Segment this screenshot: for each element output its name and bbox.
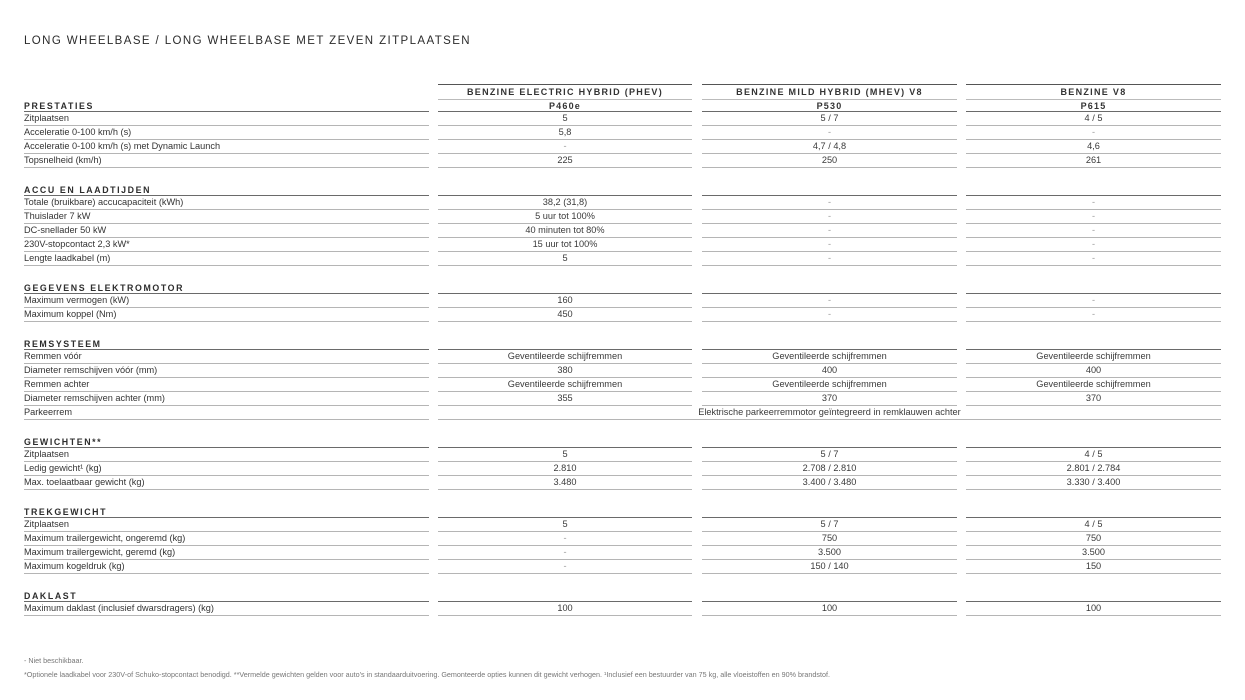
row-label: Zitplaatsen <box>24 112 429 126</box>
row-value: - <box>966 210 1221 224</box>
row-label: Thuislader 7 kW <box>24 210 429 224</box>
row-value: - <box>702 252 957 266</box>
row-label: Lengte laadkabel (m) <box>24 252 429 266</box>
row-value: 400 <box>966 364 1221 378</box>
row-value: 5 / 7 <box>702 448 957 462</box>
section-gap <box>0 490 1245 504</box>
table-row <box>0 560 1245 574</box>
page-title: LONG WHEELBASE / LONG WHEELBASE MET ZEVEN ZITPLAATSEN <box>24 35 471 47</box>
row-value: Geventileerde schijfremmen <box>702 350 957 364</box>
row-value: - <box>966 294 1221 308</box>
row-value: Geventileerde schijfremmen <box>438 378 692 392</box>
row-label: Totale (bruikbare) accucapaciteit (kWh) <box>24 196 429 210</box>
spec-section <box>0 490 1245 574</box>
section-title: REMSYSTEEM <box>24 339 102 349</box>
row-value: - <box>702 294 957 308</box>
table-row <box>0 392 1245 406</box>
footnote: - Niet beschikbaar. <box>24 656 84 665</box>
row-label: 230V-stopcontact 2,3 kW* <box>24 238 429 252</box>
row-value: - <box>702 196 957 210</box>
row-label: Maximum trailergewicht, ongeremd (kg) <box>24 532 429 546</box>
table-row <box>0 294 1245 308</box>
row-value: 38,2 (31,8) <box>438 196 692 210</box>
row-value: 3.400 / 3.480 <box>702 476 957 490</box>
section-title: DAKLAST <box>24 591 78 601</box>
table-row <box>0 126 1245 140</box>
section-gap <box>0 574 1245 588</box>
row-value: 370 <box>702 392 957 406</box>
row-label: DC-snellader 50 kW <box>24 224 429 238</box>
row-value: - <box>438 532 692 546</box>
table-row <box>0 196 1245 210</box>
row-value: 2.801 / 2.784 <box>966 462 1221 476</box>
table-row <box>0 546 1245 560</box>
section-header <box>0 336 1245 350</box>
row-value: 150 <box>966 560 1221 574</box>
section-header <box>0 98 1245 112</box>
spec-section <box>0 574 1245 616</box>
row-value: 3.500 <box>966 546 1221 560</box>
table-row <box>0 140 1245 154</box>
table-row <box>0 224 1245 238</box>
row-value: 5 <box>438 252 692 266</box>
row-value: 160 <box>438 294 692 308</box>
row-label: Maximum vermogen (kW) <box>24 294 429 308</box>
section-header <box>0 504 1245 518</box>
model-name: P530 <box>816 101 843 111</box>
table-row <box>0 378 1245 392</box>
row-label: Topsnelheid (km/h) <box>24 154 429 168</box>
row-value: 5 <box>438 448 692 462</box>
row-value: 5 / 7 <box>702 518 957 532</box>
section-gap <box>0 168 1245 182</box>
section-header <box>0 182 1245 196</box>
table-row <box>0 154 1245 168</box>
footnotes <box>24 655 830 683</box>
table-row <box>0 210 1245 224</box>
row-value: 5,8 <box>438 126 692 140</box>
section-gap <box>0 420 1245 434</box>
row-value: 2.810 <box>438 462 692 476</box>
row-value: 370 <box>966 392 1221 406</box>
footnote: *Optionele laadkabel voor 230V-of Schuko-stopcontact benodigd. **Vermelde gewichten gelden voor auto's in standaarduitvoering. Gemonteerde opties kunnen dit gewicht verhogen. ¹Inclusief een bestuurder van 75 kg, alle vloeistoffen en 90% brandstof. <box>24 670 830 679</box>
spec-section <box>0 98 1245 168</box>
row-value: 5 / 7 <box>702 112 957 126</box>
row-label: Remmen achter <box>24 378 429 392</box>
row-value: - <box>966 308 1221 322</box>
row-value: - <box>702 210 957 224</box>
row-value: 4 / 5 <box>966 448 1221 462</box>
row-value: 380 <box>438 364 692 378</box>
row-value: 750 <box>966 532 1221 546</box>
row-label: Diameter remschijven vóór (mm) <box>24 364 429 378</box>
table-row <box>0 518 1245 532</box>
spec-section <box>0 420 1245 490</box>
spec-section <box>0 322 1245 420</box>
spec-section <box>0 266 1245 322</box>
row-label: Maximum daklast (inclusief dwarsdragers) (kg) <box>24 602 429 616</box>
row-value: 5 <box>438 518 692 532</box>
row-value: 5 uur tot 100% <box>438 210 692 224</box>
row-value: 450 <box>438 308 692 322</box>
row-value: 3.500 <box>702 546 957 560</box>
table-row <box>0 602 1245 616</box>
row-label: Maximum koppel (Nm) <box>24 308 429 322</box>
row-value: - <box>702 308 957 322</box>
row-value: 100 <box>966 602 1221 616</box>
row-value: - <box>702 224 957 238</box>
row-value: 4,7 / 4,8 <box>702 140 957 154</box>
table-row <box>0 350 1245 364</box>
row-value: 150 / 140 <box>702 560 957 574</box>
row-label: Parkeerrem <box>24 406 429 420</box>
table-row <box>0 364 1245 378</box>
row-value: Geventileerde schijfremmen <box>438 350 692 364</box>
row-label: Max. toelaatbaar gewicht (kg) <box>24 476 429 490</box>
row-value: 15 uur tot 100% <box>438 238 692 252</box>
spec-section <box>0 168 1245 266</box>
row-value: 100 <box>702 602 957 616</box>
row-value: - <box>966 126 1221 140</box>
section-gap <box>0 322 1245 336</box>
row-label: Acceleratie 0-100 km/h (s) <box>24 126 429 140</box>
row-value: 250 <box>702 154 957 168</box>
section-title: PRESTATIES <box>24 101 94 111</box>
row-value: 3.330 / 3.400 <box>966 476 1221 490</box>
row-value: Geventileerde schijfremmen <box>702 378 957 392</box>
section-header <box>0 588 1245 602</box>
table-row <box>0 238 1245 252</box>
engine-type: BENZINE MILD HYBRID (MHEV) V8 <box>702 86 957 100</box>
section-title: TREKGEWICHT <box>24 507 108 517</box>
section-header <box>0 280 1245 294</box>
row-value: - <box>966 252 1221 266</box>
model-name: P615 <box>1080 101 1107 111</box>
row-value: - <box>438 546 692 560</box>
row-label: Diameter remschijven achter (mm) <box>24 392 429 406</box>
row-value: Geventileerde schijfremmen <box>966 350 1221 364</box>
table-row <box>0 112 1245 126</box>
row-label: Zitplaatsen <box>24 518 429 532</box>
row-value: 355 <box>438 392 692 406</box>
row-value: 750 <box>702 532 957 546</box>
row-value: 4 / 5 <box>966 518 1221 532</box>
table-row <box>0 462 1245 476</box>
section-header <box>0 434 1245 448</box>
row-value-span: Elektrische parkeerremmotor geïntegreerd in remklauwen achter <box>438 406 1221 420</box>
row-value: - <box>702 126 957 140</box>
row-value: Geventileerde schijfremmen <box>966 378 1221 392</box>
section-gap <box>0 266 1245 280</box>
row-value: 225 <box>438 154 692 168</box>
engine-type: BENZINE ELECTRIC HYBRID (PHEV) <box>438 86 692 100</box>
table-row <box>0 252 1245 266</box>
row-value: 2.708 / 2.810 <box>702 462 957 476</box>
table-row <box>0 308 1245 322</box>
row-value: - <box>966 196 1221 210</box>
row-label: Acceleratie 0-100 km/h (s) met Dynamic Launch <box>24 140 429 154</box>
row-label: Remmen vóór <box>24 350 429 364</box>
row-label: Maximum kogeldruk (kg) <box>24 560 429 574</box>
section-title: GEWICHTEN** <box>24 437 103 447</box>
row-value: 4 / 5 <box>966 112 1221 126</box>
row-value: 100 <box>438 602 692 616</box>
row-value: 4,6 <box>966 140 1221 154</box>
table-row <box>0 476 1245 490</box>
row-label: Maximum trailergewicht, geremd (kg) <box>24 546 429 560</box>
spec-table <box>0 98 1245 616</box>
row-value: 40 minuten tot 80% <box>438 224 692 238</box>
model-name: P460e <box>548 101 582 111</box>
row-value: 5 <box>438 112 692 126</box>
table-row <box>0 448 1245 462</box>
table-row <box>0 406 1245 420</box>
row-value: - <box>966 224 1221 238</box>
row-value: - <box>438 560 692 574</box>
row-value: - <box>438 140 692 154</box>
row-label: Ledig gewicht¹ (kg) <box>24 462 429 476</box>
row-value: 400 <box>702 364 957 378</box>
row-value: - <box>966 238 1221 252</box>
section-title: GEGEVENS ELEKTROMOTOR <box>24 283 185 293</box>
table-row <box>0 532 1245 546</box>
row-value: - <box>702 238 957 252</box>
section-title: ACCU EN LAADTIJDEN <box>24 185 152 195</box>
row-value: 261 <box>966 154 1221 168</box>
engine-type: BENZINE V8 <box>966 86 1221 100</box>
row-label: Zitplaatsen <box>24 448 429 462</box>
row-value: 3.480 <box>438 476 692 490</box>
